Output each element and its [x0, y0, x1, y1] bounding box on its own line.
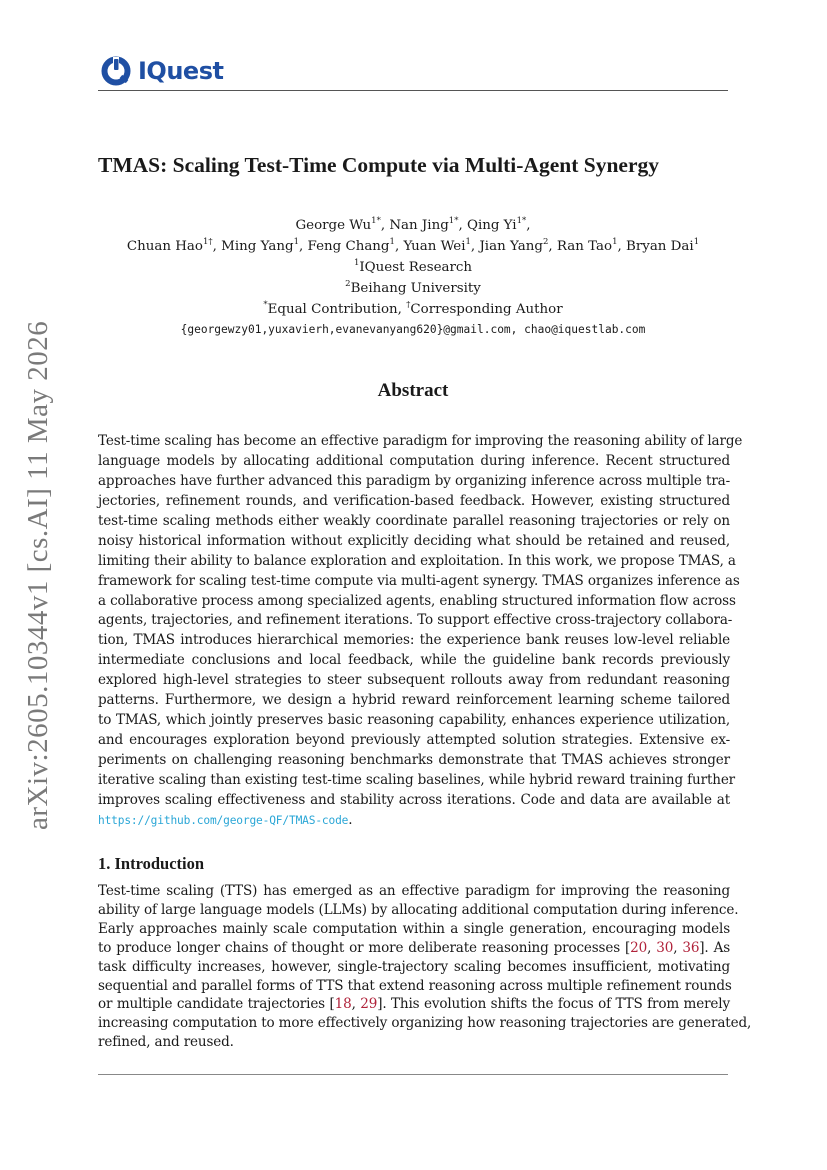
- citation-link[interactable]: 20: [630, 939, 648, 956]
- author: Yuan Wei: [403, 239, 466, 254]
- abstract-heading: Abstract: [377, 380, 449, 401]
- author: Jian Yang: [479, 239, 543, 254]
- note-sup: *: [263, 300, 268, 310]
- affiliation-sup: 2: [345, 279, 351, 289]
- author: Nan Jing: [389, 218, 449, 233]
- intro-line: sequential and parallel forms of TTS that extend reasoning across multiple refinement rounds: [98, 977, 732, 994]
- abstract-line: framework for scaling test-time compute via multi-agent synergy. TMAS organizes inference as: [98, 572, 740, 589]
- intro-line: or multiple candidate trajectories [18, 29]. This evolution shifts the focus of TTS from merely: [98, 996, 730, 1013]
- abstract-line: noisy historical information without explicitly deciding what should be retained and reused,: [98, 532, 730, 549]
- citation-link[interactable]: 30: [656, 939, 674, 956]
- author: Ming Yang: [221, 239, 294, 254]
- affiliation-1: [98, 257, 728, 278]
- corresponding-author: Corresponding Author: [410, 302, 563, 317]
- intro-line: Test-time scaling (TTS) has emerged as an effective paradigm for improving the reasoning: [98, 883, 730, 899]
- author-sup: 1†: [202, 237, 213, 247]
- intro-text: ]. This evolution shifts the focus of TTS from merely: [377, 996, 730, 1013]
- abstract-line: agents, trajectories, and refinement iterations. To support effective cross-trajectory collabora-: [98, 612, 733, 629]
- contribution-note: [98, 299, 728, 320]
- author-sup: 1*: [371, 216, 381, 226]
- intro-line: refined, and reused.: [98, 1034, 234, 1051]
- intro-line: Early approaches mainly scale computation within a single generation, encouraging models: [98, 920, 730, 937]
- paper-title: TMAS: Scaling Test-Time Compute via Multi-Agent Synergy: [98, 153, 659, 177]
- author: Ran Tao: [556, 239, 613, 254]
- arxiv-stamp: arXiv:2605.10344v1 [cs.AI] 11 May 2026: [22, 320, 54, 830]
- header-rule: [98, 90, 728, 91]
- abstract-line: language models by allocating additional computation during inference. Recent structured: [98, 452, 730, 469]
- abstract-line: limiting their ability to balance exploration and exploitation. In this work, we propose TMAS, a: [98, 552, 736, 569]
- author: George Wu: [295, 218, 372, 233]
- author: Chuan Hao: [126, 239, 203, 254]
- abstract-line: and encourages exploration beyond previously attempted solution strategies. Extensive ex-: [98, 732, 730, 749]
- author-sup: 1: [465, 237, 471, 247]
- intro-text: to produce longer chains of thought or more deliberate reasoning processes [: [98, 939, 631, 956]
- abstract-line: to TMAS, which jointly preserves basic reasoning capability, enhances experience utilization,: [98, 712, 730, 729]
- affiliation-sup: 1: [353, 258, 360, 268]
- section-heading-introduction: 1. Introduction: [98, 854, 205, 873]
- intro-line: to produce longer chains of thought or more deliberate reasoning processes [20, 30, 36]. As: [98, 939, 731, 956]
- brand-name: IQuest: [138, 57, 224, 85]
- abstract-line: iterative scaling than existing test-time scaling baselines, while hybrid reward training further: [98, 771, 736, 788]
- equal-contribution: Equal Contribution,: [267, 302, 407, 317]
- intro-line: task difficulty increases, however, single-trajectory scaling becomes insufficient, motivating: [98, 958, 730, 975]
- author-sup: 1*: [448, 216, 459, 226]
- iquest-logo-icon: [100, 55, 132, 87]
- abstract-line: explored high-level strategies to steer subsequent rollouts away from redundant reasoning: [98, 672, 730, 689]
- abstract-line: Test-time scaling has become an effective paradigm for improving the reasoning ability of large: [98, 433, 743, 449]
- author-sup: 1: [389, 237, 395, 247]
- abstract-line: approaches have further advanced this paradigm by organizing inference across multiple tra-: [98, 472, 730, 489]
- abstract-last-line: https://github.com/george-QF/TMAS-code.: [98, 811, 353, 828]
- affiliation-name: Beihang University: [350, 281, 481, 296]
- citation-link[interactable]: 29: [360, 996, 378, 1013]
- abstract-line: a collaborative process among specialized agents, enabling structured information flow across: [98, 592, 736, 609]
- intro-line: ability of large language models (LLMs) by allocating additional computation during inference.: [98, 901, 739, 918]
- abstract-line: periments on challenging reasoning benchmarks demonstrate that TMAS achieves stronger: [98, 752, 730, 768]
- author: Bryan Dai: [626, 239, 694, 254]
- abstract-line: patterns. Furthermore, we design a hybrid reward reinforcement learning scheme tailored: [98, 692, 730, 709]
- citation-link[interactable]: 36: [682, 939, 700, 956]
- author-emails: {georgewzy01,yuxavierh,evanevanyang620}@gmail.com, chao@iquestlab.com: [180, 323, 646, 336]
- citation-link[interactable]: 18: [334, 996, 352, 1013]
- author: Qing Yi: [466, 218, 517, 233]
- introduction-body: [98, 882, 752, 1052]
- abstract-line: tion, TMAS introduces hierarchical memories: the experience bank reuses low-level reliable: [98, 632, 730, 649]
- author-sup: 2: [542, 237, 549, 247]
- author-line-1: George $Wu^{1*}$, Nan Jing$^{1*}$, Qing $Yi^{1*}$,: [295, 216, 531, 233]
- author: Feng Chang: [307, 239, 390, 254]
- author-block: [98, 215, 728, 320]
- code-link[interactable]: https://github.com/george-QF/TMAS-code: [98, 813, 349, 827]
- iquest-logo: [100, 54, 223, 88]
- abstract-body: [98, 432, 743, 831]
- affiliation-name: IQuest Research: [359, 260, 473, 275]
- intro-text: ]. As: [699, 939, 731, 956]
- author-sup: 1: [293, 237, 299, 247]
- abstract-line: jectories, refinement rounds, and verification-based feedback. However, existing structured: [98, 492, 730, 509]
- abstract-line: intermediate conclusions and local feedback, while the guideline bank records previously: [98, 652, 730, 669]
- author-line-2: Chuan Hao$^{1\dagger}$, Ming Yang$^1$, Feng Chang$^1$, Yuan Wei$^1$, Jian Yang$^2$, Ran Tao$^1$, Bryan Dai$^1$: [126, 237, 700, 254]
- intro-text: or multiple candidate trajectories [: [98, 996, 335, 1013]
- intro-line: increasing computation to more effectively organizing how reasoning trajectories are generated,: [98, 1015, 752, 1032]
- abstract-line: improves scaling effectiveness and stability across iterations. Code and data are available at: [98, 791, 730, 808]
- author-sup: 1: [693, 237, 700, 247]
- author-sup: 1: [612, 237, 618, 247]
- note-sup: †: [406, 300, 411, 310]
- author-sup: 1*: [516, 216, 527, 226]
- abstract-line: test-time scaling methods either weakly coordinate parallel reasoning trajectories or rely on: [98, 512, 730, 529]
- footer-rule: [98, 1074, 728, 1075]
- affiliation-2: [98, 278, 728, 299]
